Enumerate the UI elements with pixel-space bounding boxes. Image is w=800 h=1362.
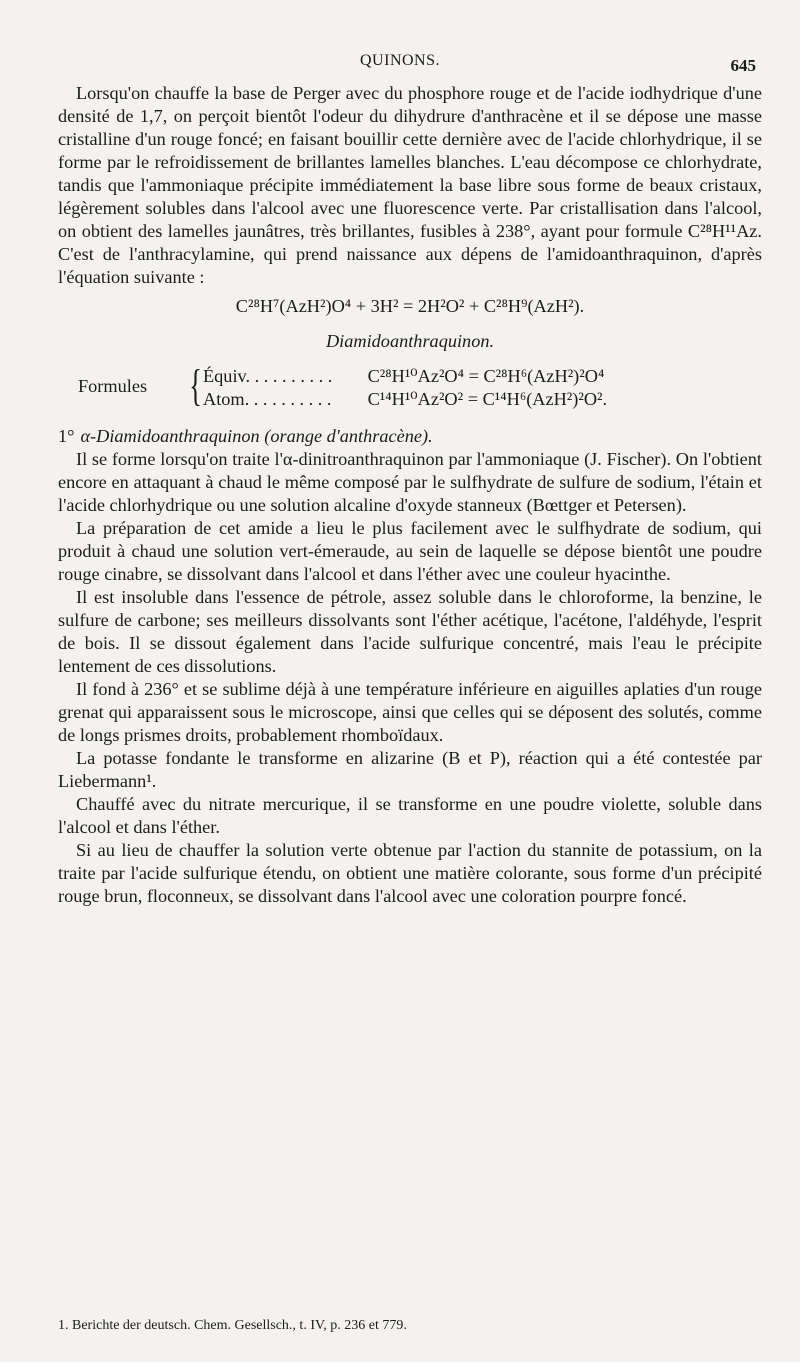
formulas-label: Formules [78,376,148,396]
footnote: 1. Berichte der deutsch. Chem. Gesellsch., t. IV, p. 236 et 779. [58,1318,407,1333]
page-header [0,52,800,82]
page-number: 645 [730,56,756,75]
reaction-equation: C²⁸H⁷(AzH²)O⁴ + 3H² = 2H²O² + C²⁸H⁹(AzH²). [235,296,585,316]
formula-value: C²⁸H¹⁰Az²O⁴ = C²⁸H⁶(AzH²)²O⁴ [367,366,605,386]
paragraph: Lorsqu'on chauffe la base de Perger avec du phosphore rouge et de l'acide iodhydrique d'une densité de 1,7, on perçoit bientôt l'odeur du dihydrure d'anthracène et il se dépose une masse cristalline d'un rouge foncé; en faisant bouillir cette dernière avec de l'acide chlorhydrique, il se forme par le refroidissement de brillantes lamelles blanches. L'eau décompose ce chlorhydrate, tandis que l'ammoniaque précipite immédiatement la base libre sous forme de beaux cristaux, légèrement solubles dans l'alcool avec une fluorescence verte. Par cristallisation dans l'alcool, on obtient des lamelles jaunâtres, très brillantes, fusibles à 238°, ayant pour formule C²⁸H¹¹Az. C'est de l'anthracylamine, qui prend naissance aux dépens de l'amidoanthraquinon, d'après l'équation suivante : [58,83,762,287]
paragraph: Il se forme lorsqu'on traite l'α-dinitroanthraquinon par l'ammoniaque (J. Fischer). On l'obtient encore en attaquant à chaud le même composé par le sulfhydrate de sulfure de sodium, l'étain et l'acide chlorhydrique ou une solution alcaline d'oxyde stanneux (Bœttger et Petersen). [58,449,762,515]
paragraph: Chauffé avec du nitrate mercurique, il se transforme en une poudre violette, soluble dans l'alcool et dans l'éther. [58,794,762,837]
formula-label: Atom. . . . . . . . . . [203,389,332,409]
section-heading [58,425,762,448]
running-title: QUINONS. [360,52,440,69]
formula-row-equiv [203,365,604,388]
formula-row-atom [203,388,607,411]
section-number: 1° [58,426,75,446]
formulas-block [58,363,762,413]
brace-icon: { [189,361,202,410]
formula-label: Équiv. . . . . . . . . . [203,366,333,386]
paragraph: Il fond à 236° et se sublime déjà à une température inférieure en aiguilles aplaties d'un rouge grenat qui apparaissent sous le microscope, ainsi que celles qui se déposent des solutés, comme de longs prismes droits, probablement rhomboïdaux. [58,679,762,745]
formula-value: C¹⁴H¹⁰Az²O² = C¹⁴H⁶(AzH²)²O². [367,389,608,409]
section-title: α-Diamidoanthraquinon (orange d'anthracène). [80,426,433,446]
compound-heading: Diamidoanthraquinon. [325,331,495,351]
paragraph: Il est insoluble dans l'essence de pétrole, assez soluble dans le chloroforme, la benzine, le sulfure de carbone; ses meilleurs dissolvants sont l'éther acétique, l'acétone, l'aldéhyde, l'esprit de bois. Il se dissout également dans l'acide sulfurique concentré, mais l'eau le précipite lentement de ces dissolutions. [58,587,762,676]
paragraph: La préparation de cet amide a lieu le plus facilement avec le sulfhydrate de sodium, qui produit à chaud une solution vert-émeraude, au sein de laquelle se dépose bientôt une poudre rouge cinabre, se dissolvant dans l'alcool et dans l'éther avec une couleur hyacinthe. [58,518,762,584]
paragraph: La potasse fondante le transforme en alizarine (B et P), réaction qui a été contestée par Liebermann¹. [58,748,762,791]
body-text [58,82,762,908]
paragraph: Si au lieu de chauffer la solution verte obtenue par l'action du stannite de potassium, on la traite par l'acide sulfurique étendu, on obtient une matière colorante, sous forme d'un précipité rouge brun, floconneux, se dissolvant dans l'alcool avec une coloration pourpre foncé. [58,840,762,906]
